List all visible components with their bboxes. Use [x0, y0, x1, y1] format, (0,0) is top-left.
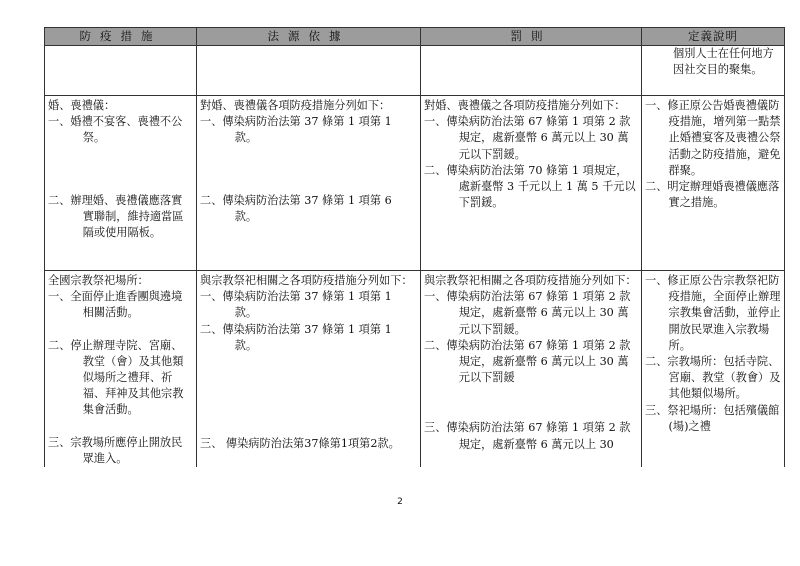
religious-measures-title: 全國宗教祭祀場所： [48, 274, 149, 287]
wedding-legal-item: 一、傳染病防治法第 37 條第 1 項第 1 款。 [200, 115, 392, 145]
religious-definition-item: 三、祭祀場所：包括殯儀館(場)之禮 [645, 403, 780, 433]
header-legal-basis: 法源依據 [197, 28, 421, 46]
religious-measure-item: 三、宗教場所應停止開放民眾進入。 [48, 435, 183, 465]
header-definition: 定義說明 [642, 28, 785, 46]
header-penalty: 罰則 [421, 28, 642, 46]
religious-legal-item: 三、 傳染病防治法第37條第1項第2款。 [200, 437, 400, 451]
religious-legal-title: 與宗教祭祀相關之各項防疫措施分列如下： [200, 274, 413, 287]
cell-religious-legal [197, 271, 421, 468]
cell-wedding-definition [642, 96, 785, 271]
religious-penalty-title: 與宗教祭祀相關之各項防疫措施分列如下： [424, 274, 637, 287]
cell-empty [45, 46, 197, 96]
religious-definition-item: 一、修正原公告宗教祭祀防疫措施，全面停止辦理宗教集會活動，並停止開放民眾進入宗教場所。 [645, 274, 781, 352]
religious-legal-item: 一、傳染病防治法第 37 條第 1 項第 1 款。 [200, 290, 392, 320]
cell-religious-measures [45, 271, 197, 468]
wedding-measure-item: 二、辦理婚、喪禮儀應落實實聯制，維持適當區隔或使用隔板。 [48, 193, 184, 240]
cell-religious-definition [642, 271, 785, 468]
cell-empty [197, 46, 421, 96]
religious-penalty-item: 一、傳染病防治法第 67 條第 1 項第 2 款規定，處新臺幣 6 萬元以上 30 萬元以下罰鍰。 [424, 290, 631, 336]
table-row-wedding [45, 96, 785, 271]
cell-empty [421, 46, 642, 96]
wedding-measures-title: 婚、喪禮儀： [48, 99, 116, 112]
religious-penalty-item: 二、傳染病防治法第 67 條第 1 項第 2 款規定，處新臺幣 6 萬元以上 30 萬元以下罰鍰 [424, 338, 631, 385]
wedding-legal-item: 二、傳染病防治法第 37 條第 1 項第 6 款。 [200, 193, 392, 223]
wedding-definition-item: 二、明定辦理婚喪禮儀應落實之措施。 [645, 180, 780, 210]
wedding-definition-item: 一、修正原公告婚喪禮儀防疫措施，增列第一點禁止婚禮宴客及喪禮公祭活動之防疫措施，避免群聚。 [645, 99, 781, 177]
table-row-religious [45, 271, 785, 468]
top-note: 個別人士在任何地方因社交目的聚集。 [673, 47, 774, 77]
table-row-continuation [45, 46, 785, 96]
page-number: 2 [397, 497, 403, 507]
wedding-penalty-item: 二、傳染病防治法第 70 條第 1 項規定，處新臺幣 3 千元以上 1 萬 5 千元以下罰鍰。 [424, 163, 636, 210]
wedding-penalty-item: 一、傳染病防治法第 67 條第 1 項第 2 款規定，處新臺幣 6 萬元以上 30 萬元以下罰鍰。 [424, 115, 631, 161]
religious-measure-item: 一、全面停止進香團與遶境相關活動。 [48, 290, 183, 320]
cell-wedding-legal [197, 96, 421, 271]
cell-religious-penalty [421, 271, 642, 468]
header-measures: 防疫措施 [45, 28, 197, 46]
religious-measure-item: 二、停止辦理寺院、宮廟、教堂（會）及其他類似場所之禮拜、祈福、拜神及其他宗教集會活動。 [48, 338, 184, 417]
cell-definition [642, 46, 785, 96]
regulation-table [44, 27, 785, 467]
religious-penalty-item: 三、傳染病防治法第 67 條第 1 項第 2 款規定，處新臺幣 6 萬元以上 30 [424, 421, 631, 451]
wedding-penalty-title: 對婚、喪禮儀之各項防疫措施分列如下： [424, 99, 626, 112]
religious-legal-item: 二、傳染病防治法第 37 條第 1 項第 1 款。 [200, 322, 392, 352]
table-header-row [45, 28, 785, 46]
wedding-measure-item: 一、婚禮不宴客、喪禮不公祭。 [48, 115, 183, 145]
religious-definition-item: 二、宗教場所：包括寺院、宮廟、教堂（教會）及其他類似場所。 [645, 355, 781, 401]
cell-wedding-measures [45, 96, 197, 271]
wedding-legal-title: 對婚、喪禮儀各項防疫措施分列如下： [200, 99, 391, 112]
cell-wedding-penalty [421, 96, 642, 271]
